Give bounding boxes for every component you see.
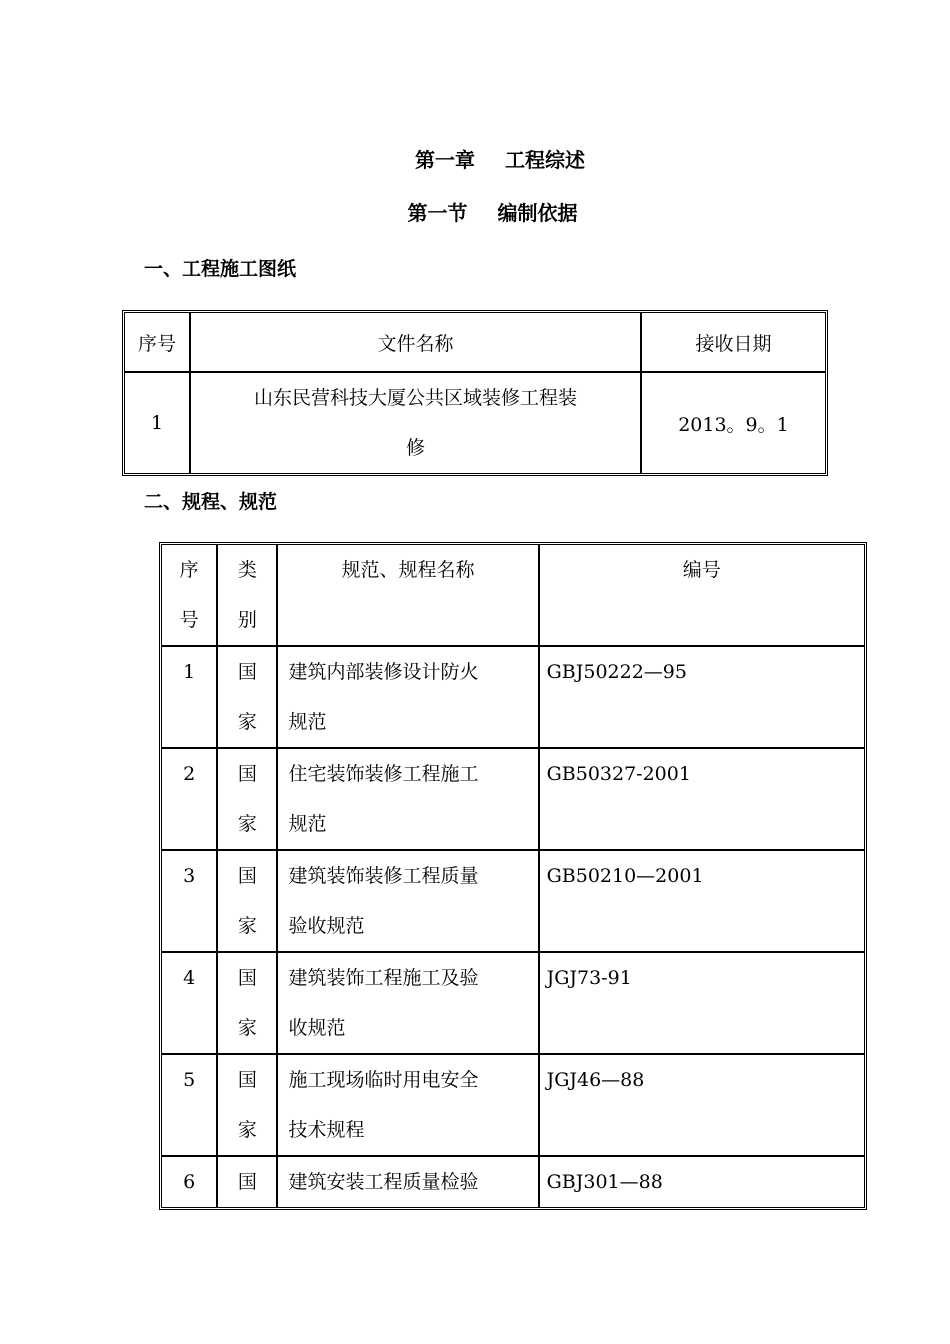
- type-line-2: 家: [237, 1017, 257, 1039]
- type-line-2: 家: [237, 813, 257, 835]
- name-line-1: 建筑装饰装修工程质量: [288, 865, 479, 887]
- cell-code: GB50327-2001: [539, 748, 865, 850]
- chapter-title: [0, 144, 950, 173]
- cell-type: [217, 748, 277, 850]
- header-no-line-1: 序: [179, 559, 199, 581]
- cell-type: [217, 850, 277, 952]
- cell-standard-name: [277, 646, 538, 748]
- type-line-1: 国: [237, 967, 257, 989]
- cell-code: GBJ301—88: [539, 1156, 865, 1208]
- cell-no: 1: [161, 646, 217, 748]
- cell-type: [217, 1054, 277, 1156]
- type-line-1: 国: [237, 661, 257, 683]
- name-line-1: 住宅装饰装修工程施工: [288, 763, 479, 785]
- name-line-2: 技术规程: [288, 1119, 365, 1141]
- cell-no: 3: [161, 850, 217, 952]
- name-line-2: 规范: [288, 813, 327, 835]
- section-title: [0, 197, 950, 226]
- table-row: [161, 952, 865, 1054]
- header-type: [217, 544, 277, 646]
- type-line-1: 国: [237, 865, 257, 887]
- type-line-2: 家: [237, 711, 257, 733]
- table-row: [161, 1156, 865, 1208]
- section-number: 第一节: [407, 201, 468, 225]
- name-line-1: 建筑装饰工程施工及验: [288, 967, 479, 989]
- name-line-2: 收规范: [288, 1017, 346, 1039]
- type-line-2: 家: [237, 1119, 257, 1141]
- standards-table: [159, 542, 867, 1210]
- drawings-heading: 一、工程施工图纸: [144, 258, 297, 280]
- header-standard-name: 规范、规程名称: [277, 544, 538, 646]
- cell-code: GBJ50222—95: [539, 646, 865, 748]
- type-line-1: 国: [237, 763, 257, 785]
- header-receive-date: 接收日期: [641, 312, 826, 372]
- file-name-line-2: 修: [405, 437, 425, 459]
- cell-standard-name: [277, 850, 538, 952]
- cell-code: JGJ73-91: [539, 952, 865, 1054]
- cell-type: [217, 952, 277, 1054]
- section-name: 编制依据: [497, 201, 578, 225]
- table-row: [161, 748, 865, 850]
- header-no: [161, 544, 217, 646]
- table-header-row: [124, 312, 826, 372]
- table-header-row: [161, 544, 865, 646]
- table-row: [161, 850, 865, 952]
- header-file-name: 文件名称: [190, 312, 641, 372]
- table-row: [161, 1054, 865, 1156]
- cell-no: 1: [124, 372, 190, 474]
- header-type-line-1: 类: [237, 559, 257, 581]
- table-row: [161, 646, 865, 748]
- chapter-name: 工程综述: [505, 148, 585, 172]
- name-line-1: 建筑内部装修设计防火: [288, 661, 479, 683]
- name-line-2: 规范: [288, 711, 327, 733]
- cell-standard-name: [277, 748, 538, 850]
- cell-file-name: [190, 372, 641, 474]
- type-line-1: 国: [237, 1069, 257, 1091]
- cell-no: 6: [161, 1156, 217, 1208]
- drawings-table: [122, 310, 828, 476]
- cell-type: 国: [217, 1156, 277, 1208]
- cell-code: JGJ46—88: [539, 1054, 865, 1156]
- cell-standard-name: 建筑安装工程质量检验: [277, 1156, 538, 1208]
- cell-no: 2: [161, 748, 217, 850]
- cell-type: [217, 646, 277, 748]
- cell-receive-date: 2013。9。1: [641, 372, 826, 474]
- header-code: 编号: [539, 544, 865, 646]
- cell-standard-name: [277, 952, 538, 1054]
- file-name-line-1: 山东民营科技大厦公共区域装修工程装: [253, 387, 577, 409]
- name-line-2: 验收规范: [288, 915, 365, 937]
- name-line-1: 施工现场临时用电安全: [288, 1069, 479, 1091]
- type-line-2: 家: [237, 915, 257, 937]
- cell-standard-name: [277, 1054, 538, 1156]
- header-no-line-2: 号: [179, 609, 199, 631]
- header-type-line-2: 别: [237, 609, 257, 631]
- chapter-number: 第一章: [415, 148, 475, 172]
- table-row: [124, 372, 826, 474]
- cell-code: GB50210—2001: [539, 850, 865, 952]
- cell-no: 4: [161, 952, 217, 1054]
- header-no: 序号: [124, 312, 190, 372]
- standards-heading: 二、规程、规范: [144, 491, 278, 513]
- cell-no: 5: [161, 1054, 217, 1156]
